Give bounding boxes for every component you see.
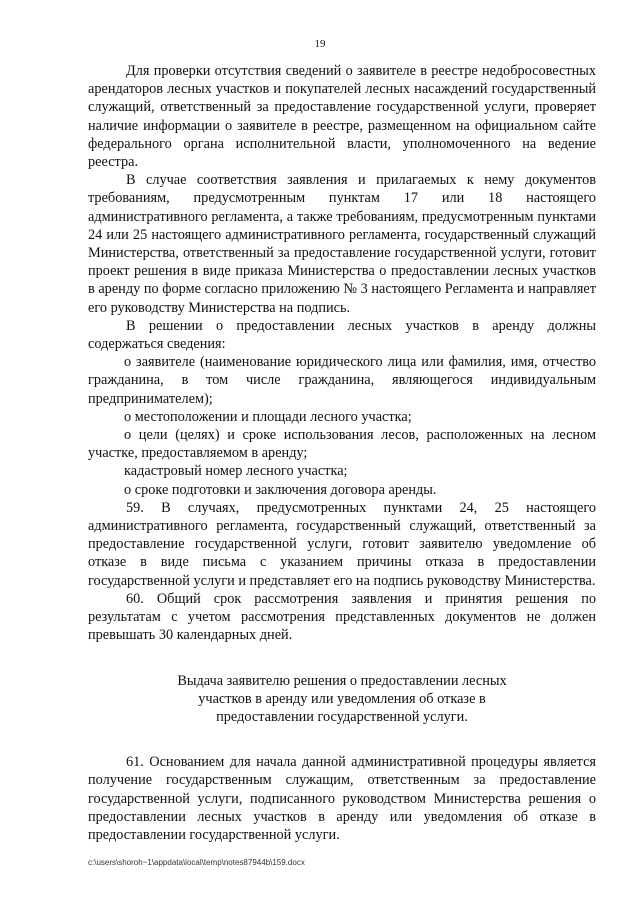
list-item-applicant: о заявителе (наименование юридического лица или фамилия, имя, отчество гражданина, в том числе гражданина, являющегося индивидуальным предпринимателем); [88,354,596,407]
section-heading [88,672,596,727]
paragraph-draft-decision: В случае соответствия заявления и прилагаемых к нему документов требованиям, предусмотренным пунктам 17 или 18 настоящего административного регламента, а также требованиям, предусмотренным пунктами 24 или 25 настоящего административного регламента, государственный служащий Министерства, ответственный за предоставление государственной услуги, готовит проект решения в виде приказа Министерства о предоставлении лесных участков в аренду по форме согласно приложению № 3 настоящего Регламента и направляет его руководству Министерства на подпись. [88,172,596,316]
paragraph-59: 59. В случаях, предусмотренных пунктами 24, 25 настоящего административного регламента, государственный служащий, ответственный за предоставление государственной услуги, готовит заявителю уведомление об отказе в виде письма с указанием причины отказа в предоставлении государственной услуги и представляет его на подпись руководству Министерства. [88,499,596,589]
list-item-cadastral: кадастровый номер лесного участка; [124,463,348,480]
document-body [88,62,596,844]
section-heading-line-1: Выдача заявителю решения о предоставлении лесных [177,672,507,689]
list-item-purpose: о цели (целях) и сроке использования лесов, расположенных на лесном участке, предоставляемом в аренду; [88,427,596,462]
page-number: 19 [314,38,326,50]
paragraph-registry-check: Для проверки отсутствия сведений о заявителе в реестре недобросовестных арендаторов лесных участков и покупателей лесных насаждений государственный служащий, ответственный за предоставление государственной услуги, проверяет наличие информации о заявителе в реестре, размещенном на официальном сайте федерального органа исполнительной власти, уполномоченного на ведение реестра. [88,63,596,171]
paragraph-60: 60. Общий срок рассмотрения заявления и принятия решения по результатам с учетом рассмотрения представленных документов не должен превышать 30 календарных дней. [88,590,596,644]
paragraph-decision-contents: В решении о предоставлении лесных участков в аренду должны содержаться сведения: [88,317,596,353]
paragraph-61: 61. Основанием для начала данной административной процедуры является получение государственным служащим, ответственным за предоставление государственной услуги, подписанного руководством Министерства решения о предоставлении лесных участков в аренду или уведомления об отказе в предоставлении государственной услуги. [88,754,596,843]
list-item-location: о местоположении и площади лесного участка; [124,408,412,425]
list-item-contract-term: о сроке подготовки и заключения договора аренды. [124,481,437,498]
section-heading-line-2: участков в аренду или уведомления об отказе в [198,690,486,707]
section-heading-line-3: предоставлении государственной услуги. [216,708,468,725]
footer-file-path: c:\users\shoroh~1\appdata\local\temp\notes87944b\159.docx [88,858,305,867]
